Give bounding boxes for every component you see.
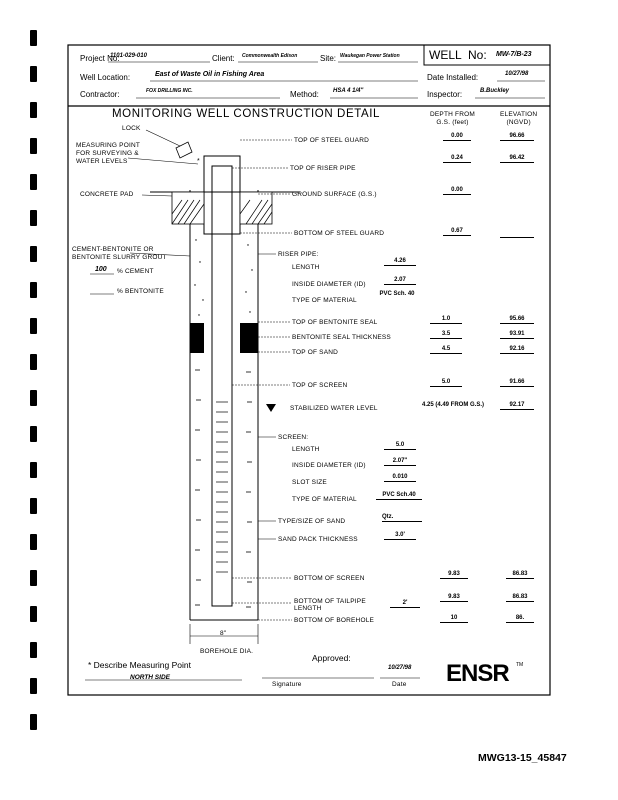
- depth-value: 0.67: [443, 228, 471, 236]
- row-label: TOP OF STEEL GUARD: [294, 137, 369, 144]
- row-label: BOTTOM OF BOREHOLE: [294, 617, 375, 624]
- depth-value: 4.5: [430, 346, 462, 354]
- method-label: Method:: [290, 90, 319, 99]
- contractor-label: Contractor:: [80, 90, 120, 99]
- depth-value: 9.83: [440, 594, 468, 602]
- riser-id-label: INSIDE DIAMETER (ID): [292, 281, 366, 288]
- depth-value: 0.00: [443, 133, 471, 141]
- sand-thickness-label: SAND PACK THICKNESS: [278, 536, 358, 543]
- site-label: Site:: [320, 54, 337, 63]
- depth-value: 9.83: [440, 571, 468, 579]
- row-label: BOTTOM OF STEEL GUARD: [294, 230, 385, 237]
- method-value: HSA 4 1/4": [333, 88, 364, 94]
- client-value: Commonwealth Edison: [242, 53, 298, 59]
- date-installed-label: Date Installed:: [427, 73, 479, 82]
- elevation-value: 86.83: [506, 571, 534, 579]
- elevation-value: 93.91: [500, 331, 534, 339]
- approved-label: Approved:: [312, 653, 351, 663]
- elevation-value: 95.66: [500, 316, 534, 324]
- elevation-value: 96.42: [500, 155, 534, 163]
- client-label: Client:: [212, 54, 235, 63]
- sand-type-value: Qtz.: [382, 514, 422, 522]
- row-label: TOP OF BENTONITE SEAL: [292, 319, 378, 326]
- row-label: TOP OF RISER PIPE: [290, 165, 356, 172]
- row-label: GROUND SURFACE (G.S.): [292, 191, 377, 198]
- slot-size-label: SLOT SIZE: [292, 479, 327, 486]
- slot-size-value: 0.010: [384, 474, 416, 482]
- screen-title: SCREEN:: [278, 434, 309, 441]
- elevation-header: ELEVATION (NGVD): [500, 111, 538, 126]
- tailpipe-length-label: LENGTH: [294, 605, 322, 612]
- lock-label: LOCK: [122, 125, 141, 132]
- describe-measuring-label: * Describe Measuring Point: [88, 660, 191, 670]
- screen-material-label: TYPE OF MATERIAL: [292, 496, 357, 503]
- cement-percent-label: % CEMENT: [117, 268, 154, 275]
- elevation-value: [500, 228, 534, 238]
- location-value: East of Waste Oil in Fishing Area: [155, 71, 265, 78]
- depth-value: 10: [440, 615, 468, 623]
- row-label: BOTTOM OF TAILPIPE: [294, 598, 366, 605]
- concrete-pad-label: CONCRETE PAD: [80, 191, 134, 198]
- borehole-dimension: 8": [220, 630, 227, 637]
- trademark: TM: [516, 662, 524, 668]
- project-value: 1101-029-010: [110, 53, 147, 59]
- tailpipe-length-value: 2': [390, 600, 420, 608]
- row-label: BOTTOM OF SCREEN: [294, 575, 365, 582]
- row-label: BENTONITE SEAL THICKNESS: [292, 334, 391, 341]
- date-installed-value: 10/27/98: [505, 71, 529, 77]
- elevation-value: 86.: [506, 615, 534, 623]
- screen-length-value: 5.0: [384, 442, 416, 450]
- row-label: STABILIZED WATER LEVEL: [290, 405, 378, 412]
- elevation-value: 86.83: [506, 594, 534, 602]
- screen-id-value: 2.07": [384, 458, 416, 466]
- riser-pipe-title: RISER PIPE:: [278, 251, 319, 258]
- riser-material-value: PVC Sch. 40: [379, 291, 415, 297]
- inspector-value: B.Buckley: [480, 88, 510, 94]
- riser-material-label: TYPE OF MATERIAL: [292, 297, 357, 304]
- well-no-value: MW-7/B-23: [496, 51, 532, 58]
- elevation-value: 92.17: [500, 402, 534, 410]
- depth-value: 0.24: [443, 155, 471, 163]
- depth-header: DEPTH FROM G.S. (feet): [430, 111, 475, 126]
- well-label: WELL: [429, 48, 462, 62]
- site-value: Waukegan Power Station: [340, 53, 400, 59]
- describe-measuring-value: NORTH SIDE: [130, 674, 170, 681]
- screen-length-label: LENGTH: [292, 446, 320, 453]
- depth-value: 3.5: [430, 331, 462, 339]
- depth-value: 1.0: [430, 316, 462, 324]
- cement-percent-value: 100: [95, 266, 107, 273]
- signature-label: Signature: [272, 681, 302, 688]
- location-label: Well Location:: [80, 73, 131, 82]
- contractor-value: FOX DRILLING INC.: [146, 88, 193, 94]
- elevation-value: 96.66: [500, 133, 534, 141]
- elevation-value: 92.16: [500, 346, 534, 354]
- row-label: TOP OF SCREEN: [292, 382, 348, 389]
- bentonite-percent-label: % BENTONITE: [117, 288, 164, 295]
- measuring-asterisk: *: [197, 158, 200, 165]
- depth-value: 0.00: [443, 187, 471, 195]
- riser-length-label: LENGTH: [292, 264, 320, 271]
- footer-date-value: 10/27/98: [388, 665, 412, 671]
- ensr-logo: ENSR: [446, 660, 509, 687]
- riser-id-value: 2.07: [384, 277, 416, 285]
- depth-value: 4.25 (4.49 FROM G.S.): [421, 402, 485, 408]
- row-label: TOP OF SAND: [292, 349, 339, 356]
- riser-length-value: 4.26: [384, 258, 416, 266]
- grout-label: CEMENT-BENTONITE OR BENTONITE SLURRY GROUT: [72, 246, 167, 261]
- screen-material-value: PVC Sch.40: [376, 492, 422, 500]
- elevation-value: 91.66: [500, 379, 534, 387]
- screen-id-label: INSIDE DIAMETER (ID): [292, 462, 366, 469]
- depth-value: 5.0: [430, 379, 462, 387]
- project-label: Project No:: [80, 54, 120, 63]
- sand-thickness-value: 3.0': [384, 532, 416, 540]
- inspector-label: Inspector:: [427, 90, 463, 99]
- footer-date-label: Date: [392, 681, 407, 688]
- borehole-dia-label: BOREHOLE DIA.: [200, 648, 254, 655]
- detail-title: MONITORING WELL CONSTRUCTION DETAIL: [112, 108, 381, 120]
- measuring-point-label: MEASURING POINT FOR SURVEYING & WATER LEVELS: [76, 142, 141, 165]
- well-no-label: No:: [468, 48, 487, 62]
- sand-type-label: TYPE/SIZE OF SAND: [278, 518, 346, 525]
- document-id: MWG13-15_45847: [478, 752, 567, 764]
